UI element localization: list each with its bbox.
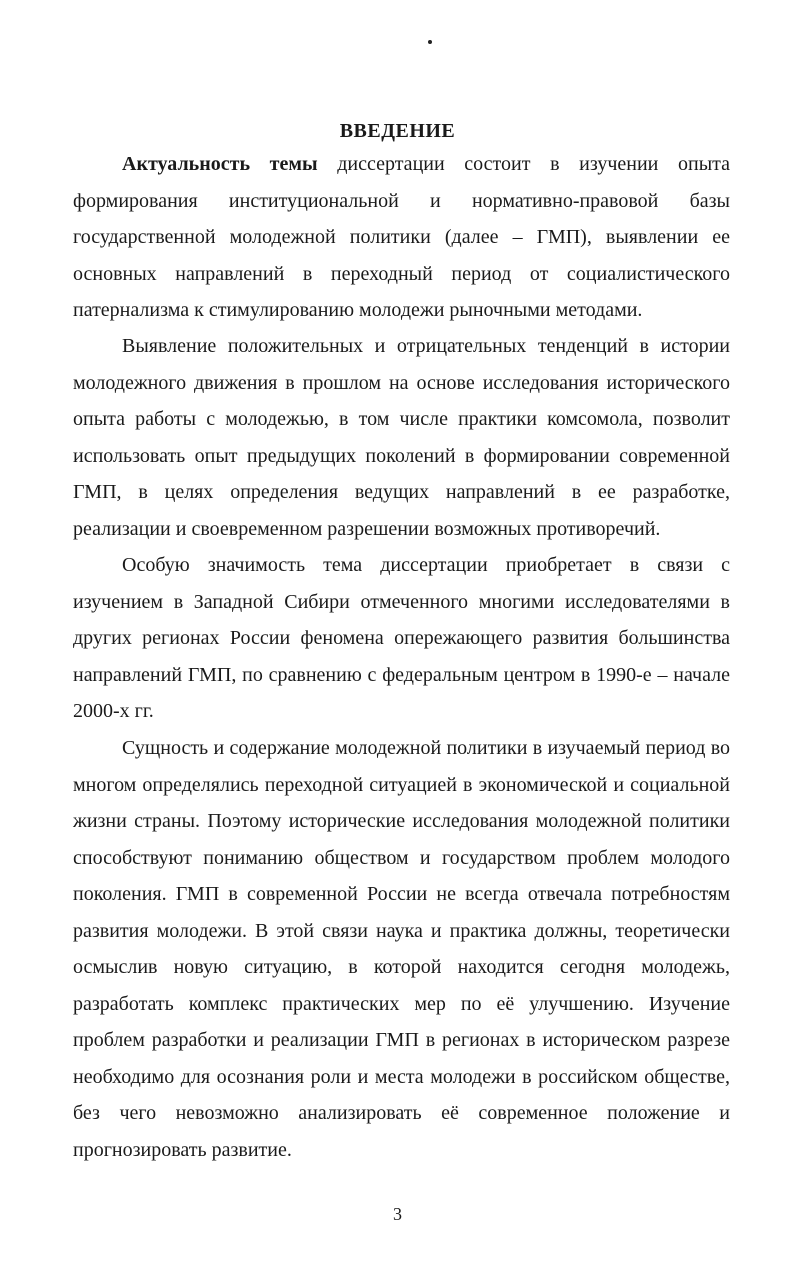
page-number: 3 — [393, 1204, 402, 1224]
scan-speck — [428, 40, 432, 44]
paragraph-text: Выявление положительных и отрицательных тенденций в истории молодежного движения в прошлом на основе исследования исторического опыта работы с молодежью, в том числе практики комсомола, позволит использовать опыт предыдущих поколений в формировании современной ГМП, в целях определения ведущих направлений в ее разработке, реализации и своевременном разрешении возможных противоречий. — [73, 335, 730, 540]
paragraph-essence — [73, 730, 730, 1168]
page-title: ВВЕДЕНИЕ — [339, 120, 456, 142]
paragraph-trends — [73, 328, 730, 547]
paragraph-relevance — [73, 146, 730, 329]
paragraph-significance — [73, 547, 730, 730]
paragraph-text: Сущность и содержание молодежной политики в изучаемый период во многом определялись переходной ситуацией в экономической и социальной жизни страны. Поэтому исторические исследования молодежной политики способствуют пониманию обществом и государством проблем молодого поколения. ГМП в современной России не всегда отвечала потребностям развития молодежи. В этой связи наука и практика должны, теоретически осмыслив новую ситуацию, в которой находится сегодня молодежь, разработать комплекс практических мер по её улучшению. Изучение проблем разработки и реализации ГМП в регионах в историческом разрезе необходимо для осознания роли и места молодежи в российском обществе, без чего невозможно анализировать её современное положение и прогнозировать развитие. — [73, 737, 730, 1161]
paragraph-lead: Актуальность темы — [122, 153, 318, 175]
paragraph-text: Особую значимость тема диссертации приобретает в связи с изучением в Западной Сибири отмеченного многими исследователями в других регионах России феномена опережающего развития большинства направлений ГМП, по сравнению с федеральным центром в 1990-е – начале 2000-х гг. — [73, 554, 730, 722]
paragraph-text: диссертации состоит в изучении опыта формирования институциональной и нормативно-правовой базы государственной молодежной политики (далее – ГМП), выявлении ее основных направлений в переходный период от социалистического патернализма к стимулированию молодежи рыночными методами. — [73, 153, 730, 321]
